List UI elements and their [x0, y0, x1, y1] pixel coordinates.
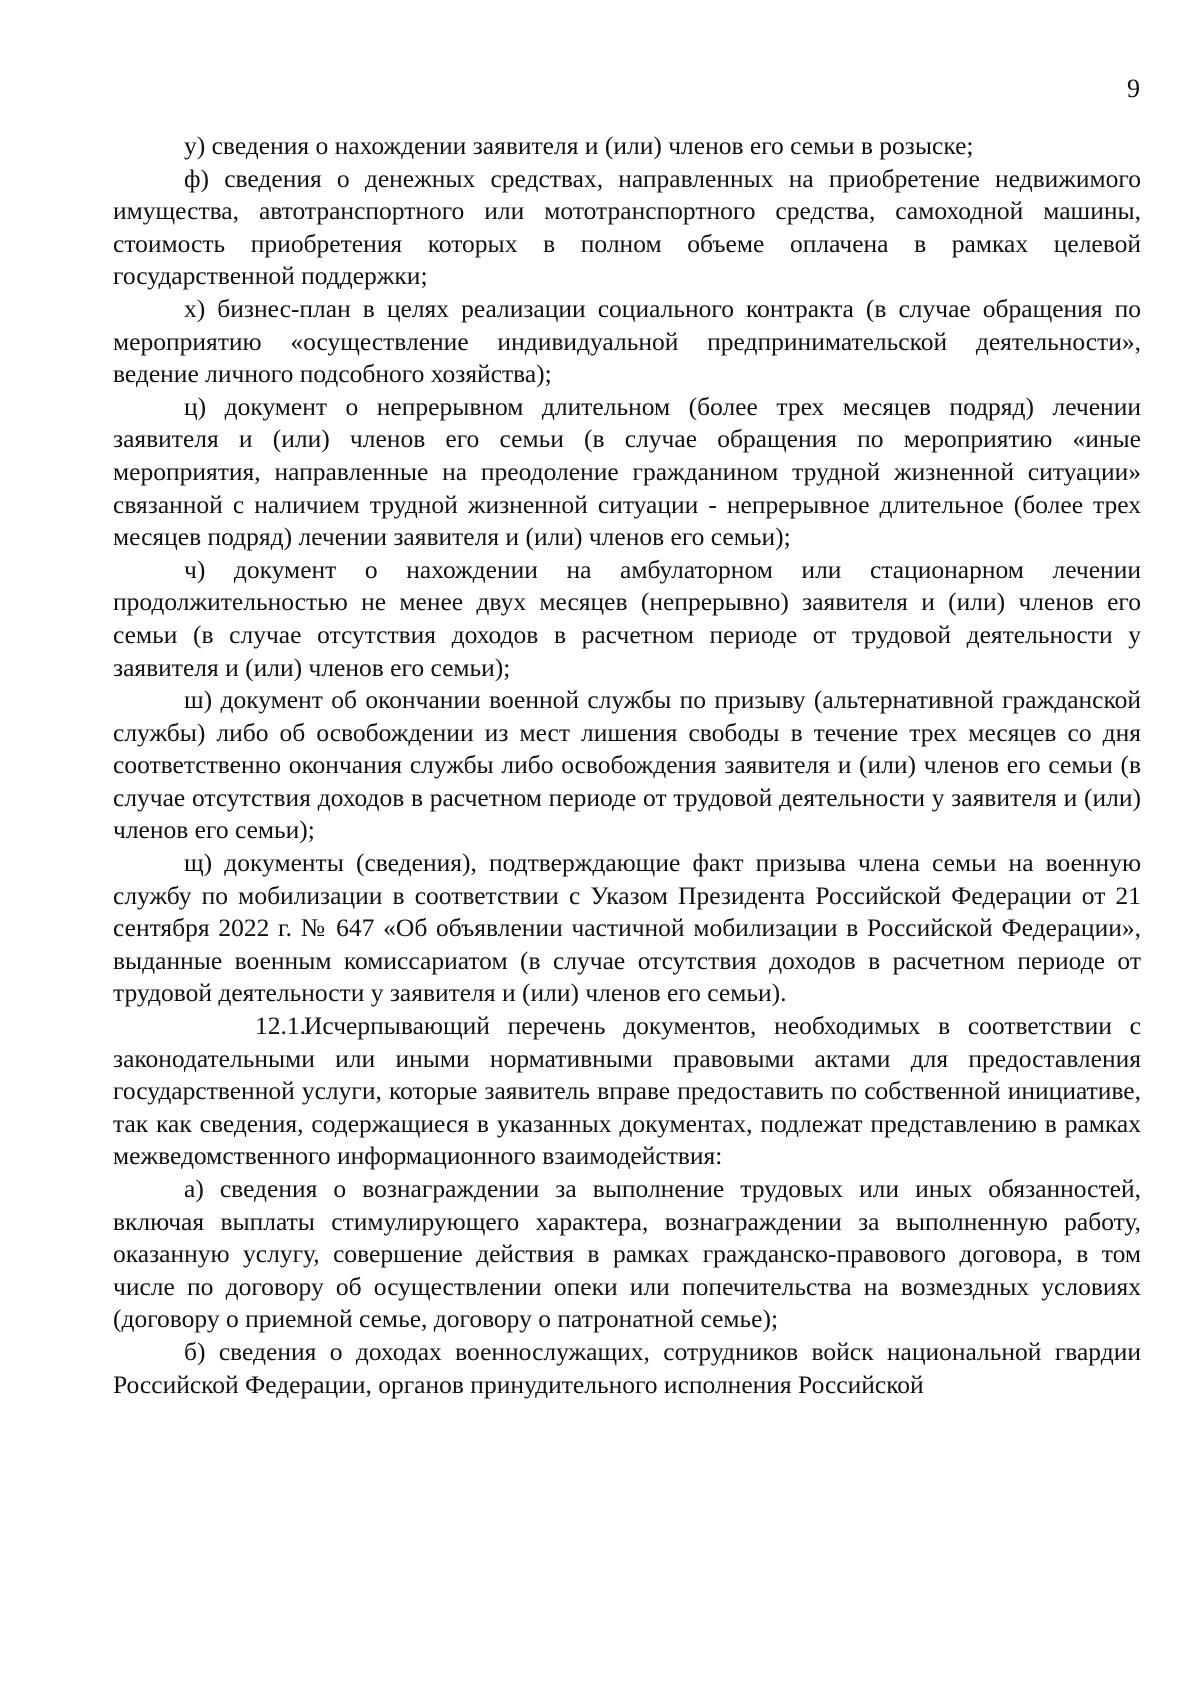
paragraph-item-ch: ч) документ о нахождении на амбулаторном или стационарном лечении продолжительностью не менее двух месяцев (непрерывно) заявителя и (или) членов его семьи (в случае отсутствия доходов в расчетном периоде от трудовой деятельности у заявителя и (или) членов его семьи);: [113, 554, 1141, 682]
paragraph-item-ts: ц) документ о непрерывном длительном (более трех месяцев подряд) лечении заявителя и (или) членов его семьи (в случае обращения по мероприятию «иные мероприятия, направленные на преодоление гражданином трудной жизненной ситуации» связанной с наличием трудной жизненной ситуации - непрерывное длительное (более трех месяцев подряд) лечении заявителя и (или) членов его семьи);: [113, 391, 1141, 552]
section-number: 12.1.: [255, 1011, 306, 1041]
section-12-1: [113, 1010, 1141, 1173]
section-12-1-text: Исчерпывающий перечень документов, необходимых в соответствии с законодательными или иными нормативными правовыми актами для предоставления государственной услуги, которые заявитель вправе предоставить по собственной инициативе, так как сведения, содержащиеся в указанных документах, подлежат представлению в рамках межведомственного информационного взаимодействия:: [113, 1011, 1141, 1171]
page-number: 9: [1127, 74, 1140, 103]
paragraph-item-u: у) сведения о нахождении заявителя и (или) членов его семьи в розыске;: [184, 131, 974, 160]
paragraph-item-kh: х) бизнес-план в целях реализации социального контракта (в случае обращения по мероприятию «осуществление индивидуальной предпринимательской деятельности», ведение личного подсобного хозяйства);: [113, 293, 1141, 389]
paragraph-item-sh: ш) документ об окончании военной службы по призыву (альтернативной гражданской службы) либо об освобождении из мест лишения свободы в течение трех месяцев со дня соответственно окончания службы либо освобождения заявителя и (или) членов его семьи (в случае отсутствия доходов в расчетном периоде от трудовой деятельности у заявителя и (или) членов его семьи);: [113, 685, 1141, 845]
paragraph-item-b: б) сведения о доходах военнослужащих, сотрудников войск национальной гвардии Российской Федерации, органов принудительного исполнения Российской: [113, 1336, 1141, 1399]
document-body: [113, 130, 1141, 1401]
paragraph-item-a: а) сведения о вознаграждении за выполнение трудовых или иных обязанностей, включая выплаты стимулирующего характера, вознаграждении за выполненную работу, оказанную услугу, совершение действия в рамках гражданско-правового договора, в том числе по договору об осуществлении опеки или попечительства на возмездных условиях (договору о приемной семье, договору о патронатной семье);: [113, 1174, 1141, 1334]
paragraph-item-shch: щ) документы (сведения), подтверждающие факт призыва члена семьи на военную службу по мобилизации в соответствии с Указом Президента Российской Федерации от 21 сентября 2022 г. № 647 «Об объявлении частичной мобилизации в Российской Федерации», выданные военным комиссариатом (в случае отсутствия доходов в расчетном периоде от трудовой деятельности у заявителя и (или) членов его семьи).: [113, 848, 1141, 1008]
paragraph-item-f: ф) сведения о денежных средствах, направленных на приобретение недвижимого имущества, автотранспортного или мототранспортного средства, самоходной машины, стоимость приобретения которых в полном объеме оплачена в рамках целевой государственной поддержки;: [113, 163, 1141, 291]
